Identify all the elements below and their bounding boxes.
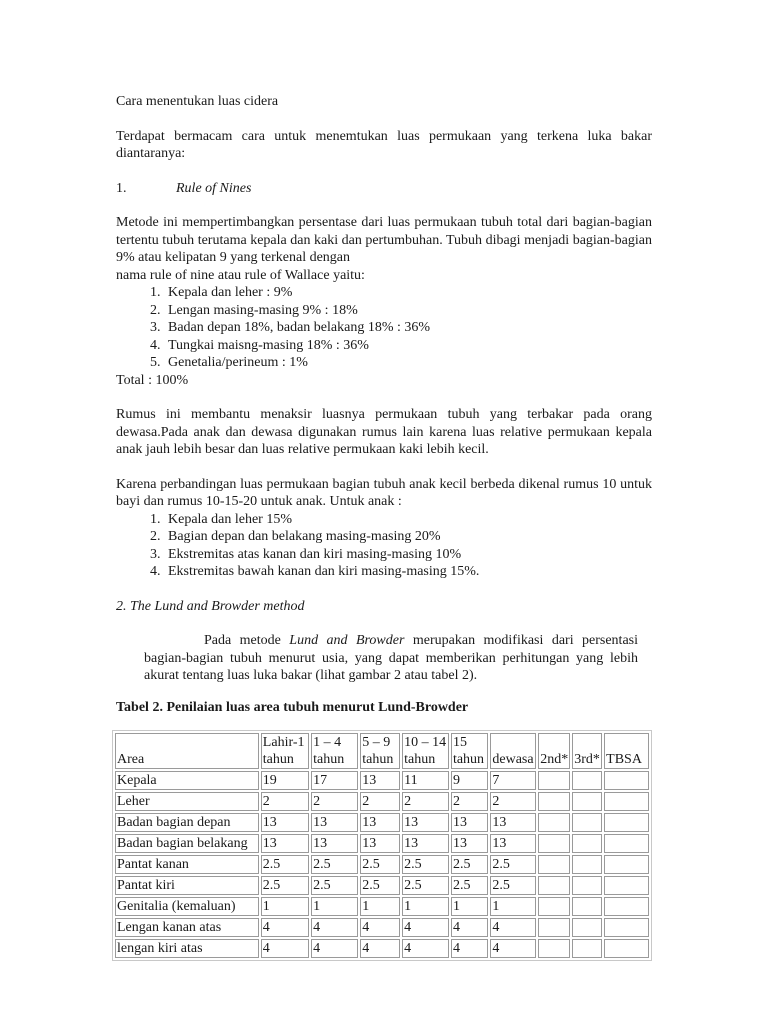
table-header-cell: dewasa <box>490 733 536 769</box>
section2-heading: 2. The Lund and Browder method <box>116 598 305 614</box>
page-bottom-margin <box>0 992 768 1024</box>
table-cell: 4 <box>490 918 536 937</box>
table-cell <box>572 771 602 790</box>
rule-of-nines-item: 2. Lengan masing-masing 9% : 18% <box>164 302 652 320</box>
table-row <box>115 771 649 790</box>
table-cell: 2.5 <box>402 855 449 874</box>
table-cell: 2.5 <box>311 876 358 895</box>
table-cell: Badan bagian depan <box>115 813 259 832</box>
table-header-row <box>115 733 649 769</box>
table-cell <box>604 939 649 958</box>
rule-of-nines-list <box>116 284 652 372</box>
table-cell <box>604 813 649 832</box>
table-cell: 1 <box>402 897 449 916</box>
table-header-cell: 3rd* <box>572 733 602 769</box>
table-cell: 13 <box>311 834 358 853</box>
table-cell: 4 <box>311 918 358 937</box>
table-cell: 13 <box>360 834 400 853</box>
table-cell: 13 <box>261 813 309 832</box>
section1-paragraph3: Karena perbandingan luas permukaan bagian tubuh anak kecil berbeda dikenal rumus 10 untuk bayi dan rumus 10-15-20 untuk anak. Untuk anak : <box>116 476 652 509</box>
table-cell: Leher <box>115 792 259 811</box>
table-cell: 2 <box>311 792 358 811</box>
section1-number: 1. <box>116 180 127 196</box>
table-cell: 2.5 <box>451 876 488 895</box>
section1-paragraph: Metode ini mempertimbangkan persentase dari luas permukaan tubuh total dari bagian-bagian tertentu tubuh terutama kepala dan kaki dan pertumbuhan. Tubuh dibagi menjadi bagian-bagian 9% atau kelipatan 9 yang terkenal dengan <box>116 215 652 265</box>
table-cell: 11 <box>402 771 449 790</box>
table-cell: 4 <box>402 918 449 937</box>
table-cell: 13 <box>402 813 449 832</box>
document-title: Cara menentukan luas cidera <box>116 94 279 109</box>
table-header-cell: 5 – 9 tahun <box>360 733 400 769</box>
table-cell: Pantat kiri <box>115 876 259 895</box>
section1-paragraph-line2: nama rule of nine atau rule of Wallace yaitu: <box>116 267 365 283</box>
table-row <box>115 918 649 937</box>
table-cell <box>572 855 602 874</box>
table-cell: Badan bagian belakang <box>115 834 259 853</box>
table-cell <box>572 918 602 937</box>
table-row <box>115 939 649 958</box>
table-cell <box>604 792 649 811</box>
table-header-cell: 2nd* <box>538 733 570 769</box>
section2-para-italic: Lund and Browder <box>289 633 405 648</box>
table-cell: 4 <box>402 939 449 958</box>
table-cell <box>538 855 570 874</box>
table-cell: 13 <box>451 834 488 853</box>
table-cell: 13 <box>360 771 400 790</box>
child-rule-item: 4. Ekstremitas bawah kanan dan kiri masing-masing 15%. <box>164 563 652 581</box>
table-header-cell: TBSA <box>604 733 649 769</box>
table-cell: Lengan kanan atas <box>115 918 259 937</box>
child-rule-item: 3. Ekstremitas atas kanan dan kiri masing-masing 10% <box>164 546 652 564</box>
section1-heading <box>116 180 652 198</box>
table-cell <box>604 918 649 937</box>
table-cell <box>604 834 649 853</box>
table-cell <box>538 792 570 811</box>
child-rule-item: 2. Bagian depan dan belakang masing-masing 20% <box>164 528 652 546</box>
table-cell: 1 <box>311 897 358 916</box>
table-cell: 2 <box>402 792 449 811</box>
table-cell: 4 <box>360 918 400 937</box>
table-cell: 1 <box>451 897 488 916</box>
document-page <box>116 93 652 961</box>
child-rule-list <box>116 511 652 581</box>
table-cell <box>538 813 570 832</box>
table-cell: 4 <box>490 939 536 958</box>
table-cell <box>538 897 570 916</box>
table-cell <box>572 834 602 853</box>
table-cell: Pantat kanan <box>115 855 259 874</box>
table-cell: 4 <box>451 918 488 937</box>
table-cell: 2 <box>360 792 400 811</box>
table-row <box>115 876 649 895</box>
table-cell: 4 <box>360 939 400 958</box>
table-header-cell: Area <box>115 733 259 769</box>
rule-of-nines-item: 4. Tungkai maisng-masing 18% : 36% <box>164 337 652 355</box>
section2-para-rest: merupakan modifikasi dari persentasi bagian-bagian tubuh menurut usia, yang dapat memberikan perhitungan yang lebih akurat tentang luas luka bakar (lihat gambar 2 atau tabel 2). <box>144 633 638 683</box>
table-header-cell: 10 – 14 tahun <box>402 733 449 769</box>
table-cell: 2.5 <box>261 855 309 874</box>
table-cell: 2.5 <box>261 876 309 895</box>
table-cell: 1 <box>490 897 536 916</box>
table-header-cell: Lahir-1 tahun <box>261 733 309 769</box>
table-cell <box>604 855 649 874</box>
table-header-cell: 15 tahun <box>451 733 488 769</box>
rule-of-nines-item: 1. Kepala dan leher : 9% <box>164 284 652 302</box>
table-cell: 4 <box>261 939 309 958</box>
rule-of-nines-item: 3. Badan depan 18%, badan belakang 18% : 36% <box>164 319 652 337</box>
table-cell: 7 <box>490 771 536 790</box>
table-cell <box>538 918 570 937</box>
table-cell: 17 <box>311 771 358 790</box>
table-cell: 4 <box>311 939 358 958</box>
table-title: Tabel 2. Penilaian luas area tubuh menurut Lund-Browder <box>116 699 469 715</box>
table-header-cell: 1 – 4 tahun <box>311 733 358 769</box>
table-cell <box>604 876 649 895</box>
table-cell: 1 <box>261 897 309 916</box>
table-cell: 13 <box>261 834 309 853</box>
child-rule-item: 1. Kepala dan leher 15% <box>164 511 652 529</box>
table-cell <box>572 876 602 895</box>
table-cell <box>572 813 602 832</box>
total-line: Total : 100% <box>116 372 189 388</box>
table-row <box>115 855 649 874</box>
table-cell: 13 <box>311 813 358 832</box>
section1-title: Rule of Nines <box>176 180 252 196</box>
table-cell: 19 <box>261 771 309 790</box>
table-cell <box>538 939 570 958</box>
table-cell: Genitalia (kemaluan) <box>115 897 259 916</box>
table-cell: 2.5 <box>490 876 536 895</box>
table-cell <box>604 897 649 916</box>
table-cell: 2 <box>451 792 488 811</box>
table-cell <box>604 771 649 790</box>
table-cell: 2 <box>261 792 309 811</box>
intro-paragraph: Terdapat bermacam cara untuk menemtukan luas permukaan yang terkena luka bakar diantaranya: <box>116 128 652 161</box>
table-cell: 13 <box>490 813 536 832</box>
table-cell: lengan kiri atas <box>115 939 259 958</box>
table-cell: 2 <box>490 792 536 811</box>
table-cell: 13 <box>402 834 449 853</box>
table-row <box>115 792 649 811</box>
table-cell: 2.5 <box>311 855 358 874</box>
table-cell: 2.5 <box>360 855 400 874</box>
section1-paragraph2: Rumus ini membantu menaksir luasnya permukaan tubuh yang terbakar pada orang dewasa.Pada anak dan dewasa digunakan rumus lain karena luas relative permukaan kepala anak jauh lebih besar dan luas relative permukaan kaki lebih kecil. <box>116 407 652 457</box>
table-cell: 4 <box>261 918 309 937</box>
table-cell <box>572 939 602 958</box>
table-cell: 9 <box>451 771 488 790</box>
table-cell: 4 <box>451 939 488 958</box>
table-row <box>115 897 649 916</box>
table-cell: 2.5 <box>360 876 400 895</box>
table-cell: 2.5 <box>451 855 488 874</box>
table-cell: 13 <box>451 813 488 832</box>
table-row <box>115 813 649 832</box>
table-cell <box>538 876 570 895</box>
table-cell <box>538 771 570 790</box>
table-cell <box>538 834 570 853</box>
table-cell: 13 <box>490 834 536 853</box>
lund-browder-table <box>112 730 652 961</box>
table-cell: 2.5 <box>490 855 536 874</box>
rule-of-nines-item: 5. Genetalia/perineum : 1% <box>164 354 652 372</box>
section2-para-start: Pada metode <box>204 633 290 648</box>
table-cell <box>572 792 602 811</box>
section2-paragraph <box>144 632 638 685</box>
table-cell: 1 <box>360 897 400 916</box>
table-cell: 2.5 <box>402 876 449 895</box>
table-row <box>115 834 649 853</box>
table-cell <box>572 897 602 916</box>
table-cell: 13 <box>360 813 400 832</box>
table-cell: Kepala <box>115 771 259 790</box>
